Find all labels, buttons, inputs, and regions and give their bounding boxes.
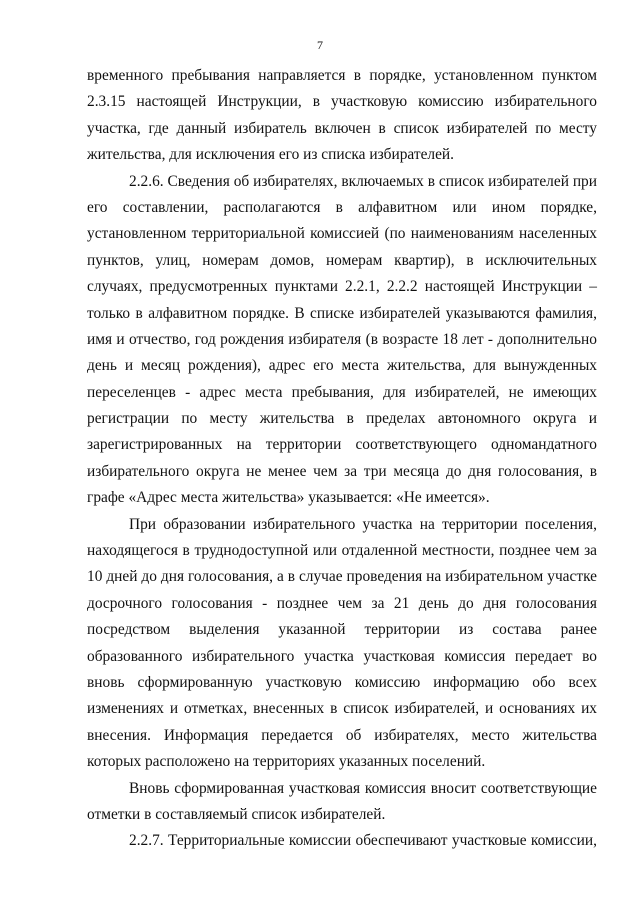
text-line: переселенцев - адрес места пребывания, для избирателей, не имеющих bbox=[87, 383, 597, 401]
text-line: жительства, для исключения его из списка избирателей. bbox=[87, 146, 455, 164]
text-line: день и месяц рождения), адрес его места жительства, для вынужденных bbox=[87, 357, 597, 375]
text-line: регистрации по месту жительства в пределах автономного округа и bbox=[87, 410, 597, 428]
text-line: 2.2.7. Территориальные комиссии обеспечивают участковые комиссии, bbox=[129, 832, 597, 850]
text-line: только в алфавитном порядке. В списке избирателей указываются фамилия, bbox=[87, 304, 597, 322]
document-body bbox=[87, 63, 597, 855]
text-line: внесения. Информация передается об избирателях, место жительства bbox=[87, 726, 597, 744]
text-line: зарегистрированных на территории соответствующего одномандатного bbox=[87, 436, 597, 454]
paragraph-2-2-7 bbox=[87, 828, 597, 854]
text-line: досрочного голосования - позднее чем за 21 день до дня голосования bbox=[87, 594, 597, 612]
page-number: 7 bbox=[317, 38, 323, 52]
text-line: установленном территориальной комиссией (по наименованиям населенных bbox=[87, 225, 597, 243]
text-line: Вновь сформированная участковая комиссия вносит соответствующие bbox=[129, 779, 597, 797]
text-line: графе «Адрес места жительства» указывается: «Не имеется». bbox=[87, 489, 490, 507]
text-line: случаях, предусмотренных пунктами 2.2.1, 2.2.2 настоящей Инструкции – bbox=[87, 278, 597, 296]
text-line: 2.2.6. Сведения об избирателях, включаемых в список избирателей при bbox=[129, 172, 597, 190]
text-line: отметки в составляемый список избирателей. bbox=[87, 805, 386, 823]
paragraph-2-2-6 bbox=[87, 169, 597, 512]
text-line: его составлении, располагаются в алфавитном или ином порядке, bbox=[87, 198, 597, 216]
paragraph-1 bbox=[87, 63, 597, 169]
text-line: При образовании избирательного участка на территории поселения, bbox=[129, 515, 597, 533]
text-line: посредством выделения указанной территории из состава ранее bbox=[87, 621, 597, 639]
text-line: имя и отчество, год рождения избирателя (в возрасте 18 лет - дополнительно bbox=[87, 330, 597, 348]
text-line: изменениях и отметках, внесенных в список избирателей, и основаниях их bbox=[87, 700, 597, 718]
text-line: пунктов, улиц, номерам домов, номерам квартир), в исключительных bbox=[87, 251, 597, 269]
text-line: 10 дней до дня голосования, а в случае проведения на избирательном участке bbox=[87, 568, 597, 586]
text-line: временного пребывания направляется в порядке, установленном пунктом bbox=[87, 67, 597, 84]
text-line: образованного избирательного участка участковая комиссия передает во bbox=[87, 647, 597, 665]
paragraph-remote-area bbox=[87, 512, 597, 776]
text-line: 2.3.15 настоящей Инструкции, в участковую комиссию избирательного bbox=[87, 93, 597, 111]
paragraph-new-commission bbox=[87, 776, 597, 829]
text-line: вновь сформированную участковую комиссию информацию обо всех bbox=[87, 673, 597, 691]
text-line: находящегося в труднодоступной или отдаленной местности, позднее чем за bbox=[87, 542, 597, 560]
text-line: участка, где данный избиратель включен в список избирателей по месту bbox=[87, 119, 597, 137]
text-line: которых расположено на территориях указанных поселений. bbox=[87, 753, 486, 771]
text-line: избирательного округа не менее чем за три месяца до дня голосования, в bbox=[87, 462, 597, 480]
